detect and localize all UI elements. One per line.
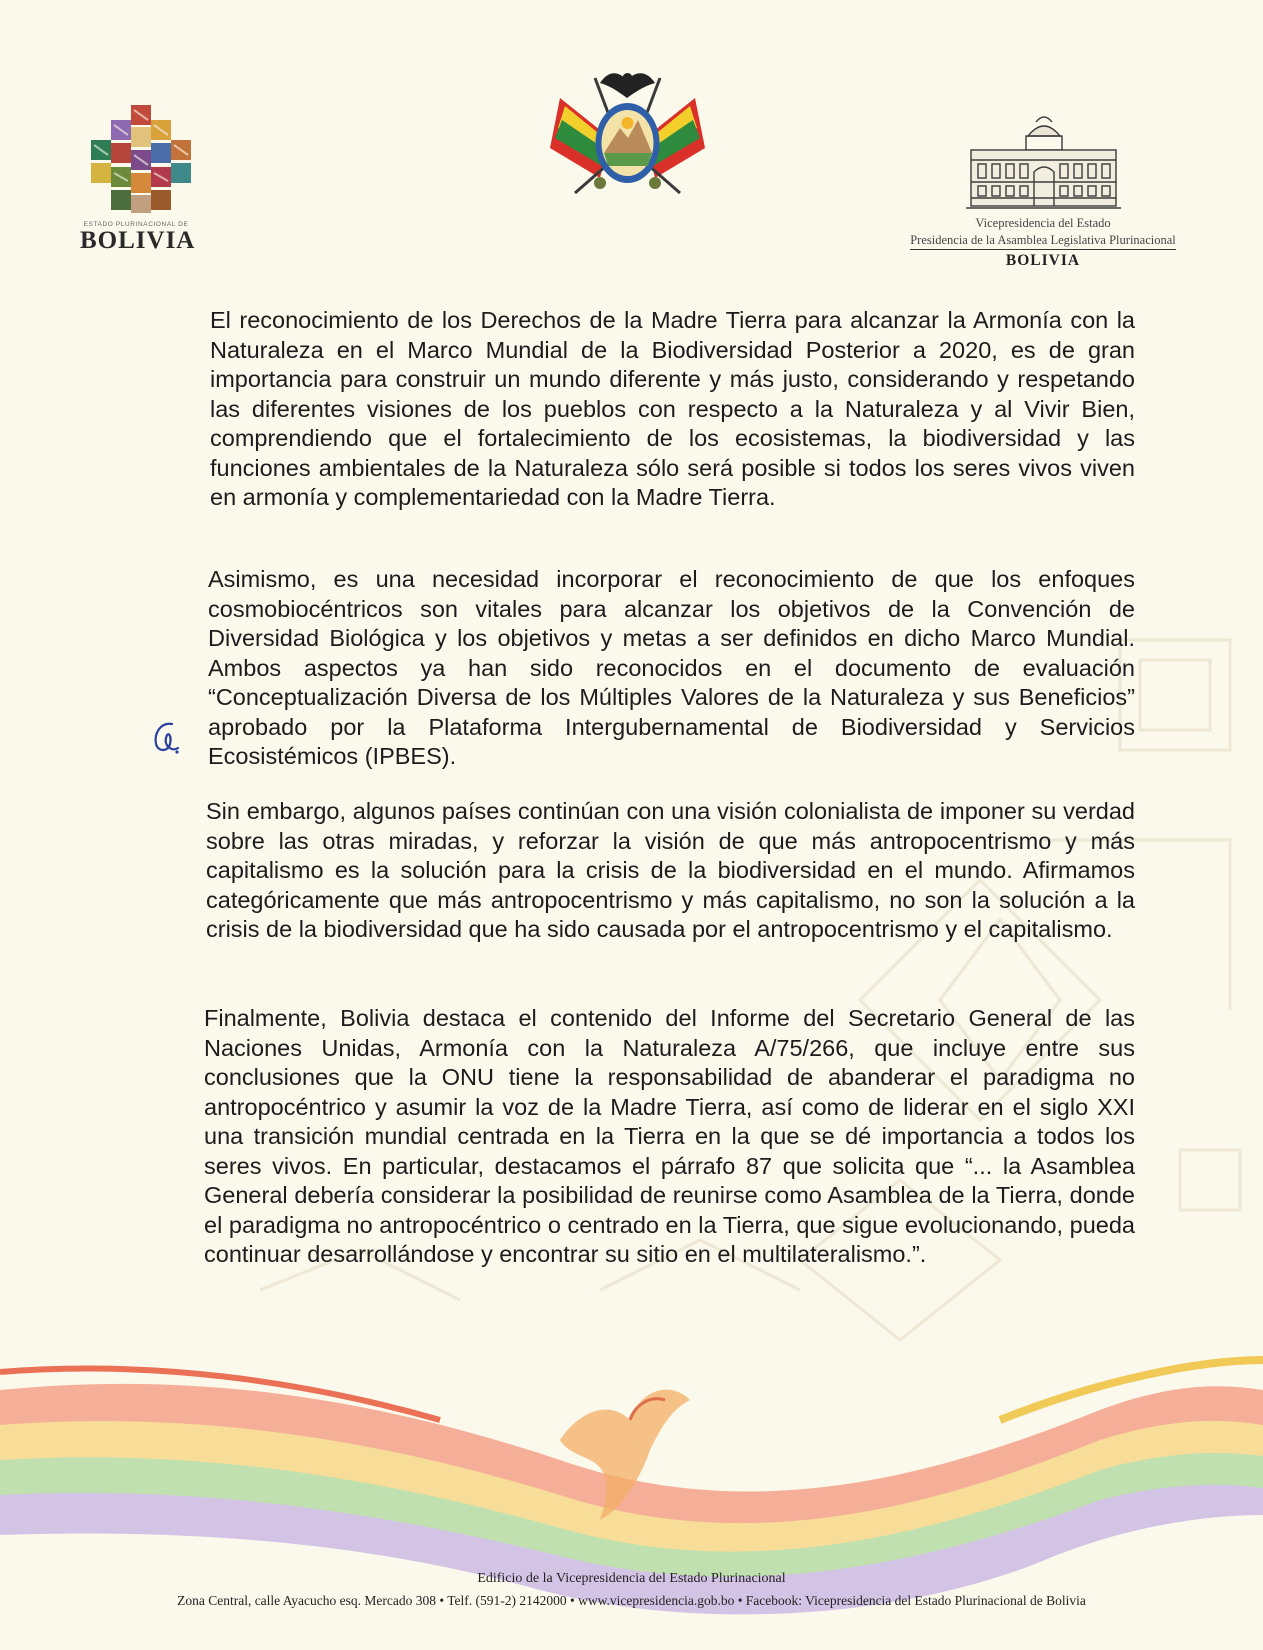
- paragraph-3: Sin embargo, algunos países continúan con una visión colonialista de imponer su verdad sobre las otras miradas, y reforzar la visión de que más antropocentrismo y más capitalismo es la solución para la crisis de la biodiversidad en el mundo. Afirmamos categóricamente que más antropocentrismo y más capitalismo, no son la solución a la crisis de la biodiversidad que ha sido causada por el antropocentrismo y el capitalismo.: [206, 798, 1135, 942]
- legislative-building-icon: [966, 112, 1121, 212]
- vicepresidencia-label: Vicepresidencia del Estado: [975, 216, 1111, 230]
- vicepresidencia-logo: [898, 112, 1188, 270]
- paragraph-1: El reconocimiento de los Derechos de la Madre Tierra para alcanzar la Armonía con la Naturaleza en el Marco Mundial de la Biodiversidad Posterior a 2020, es de gran importancia para construir un mundo diferente y más justo, considerando y respetando las diferentes visiones de los pueblos con respecto a la Naturaleza y al Vivir Bien, comprendiendo que el fortalecimiento de los ecosistemas, la biodiversidad y las funciones ambientales de la Naturaleza sólo será posible si todos los seres vivos viven en armonía y complementariedad con la Madre Tierra.: [210, 307, 1135, 510]
- handwritten-initial-mark: [150, 718, 184, 758]
- footer-building-line: Edificio de la Vicepresidencia del Estado Plurinacional: [477, 1571, 786, 1586]
- bolivia-label: BOLIVIA: [80, 227, 196, 254]
- bolivia-coat-of-arms-icon: [540, 58, 715, 208]
- bolivia-right-label: BOLIVIA: [1005, 252, 1081, 269]
- paragraph-4: Finalmente, Bolivia destaca el contenido del Informe del Secretario General de las Naciones Unidas, Armonía con la Naturaleza A/75/266, que incluye entre sus conclusiones que la ONU tiene la responsabilidad de abanderar el paradigma no antropocéntrico y asumir la voz de la Madre Tierra, así como de liderar en el siglo XXI una transición mundial centrada en la Tierra en la que se dé importancia a todos los seres vivos. En particular, destacamos el párrafo 87 que solicita que “... la Asamblea General debería considerar la posibilidad de reunirse como Asamblea de la Tierra, donde el paradigma no antropocéntrico o centrado en la Tierra, que sigue evolucionando, pueda continuar desarrollándose y encontrar su sitio en el multilateralismo.”.: [204, 1005, 1135, 1267]
- footer-contact-line: Zona Central, calle Ayacucho esq. Mercado 308 • Telf. (591-2) 2142000 • www.vicepresidencia.gob.bo • Facebook: Vicepresidencia del Estado Plurinacional de Bolivia: [177, 1593, 1086, 1608]
- footer: [0, 1570, 1263, 1610]
- estado-plurinacional-logo: [80, 105, 200, 254]
- asamblea-legislativa-label: Presidencia de la Asamblea Legislativa Plurinacional: [910, 233, 1176, 250]
- estado-plurinacional-label: ESTADO PLURINACIONAL DE: [83, 221, 189, 228]
- wiphala-mosaic-icon: [86, 105, 196, 215]
- paragraph-2: Asimismo, es una necesidad incorporar el reconocimiento de que los enfoques cosmobiocéntricos son vitales para alcanzar los objetivos de la Convención de Diversidad Biológica y los objetivos y metas a ser definidos en dicho Marco Mundial. Ambos aspectos ya han sido reconocidos en el documento de evaluación “Conceptualización Diversa de los Múltiples Valores de la Naturaleza y sus Beneficios” aprobado por la Plataforma Intergubernamental de Biodiversidad y Servicios Ecosistémicos (IPBES).: [208, 566, 1135, 769]
